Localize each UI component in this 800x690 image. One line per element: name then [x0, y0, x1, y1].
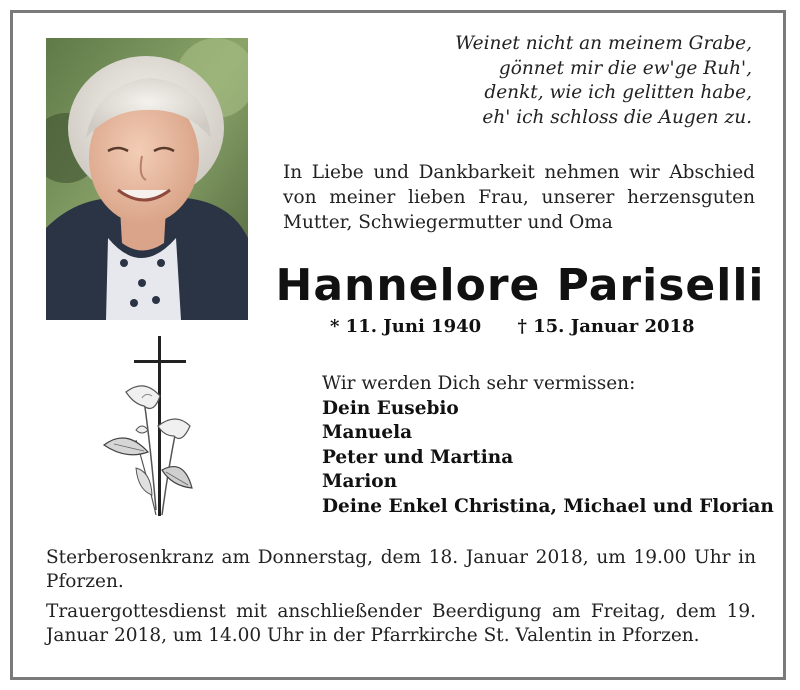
cross-with-calla-lilies-icon: [96, 330, 206, 540]
funeral-notice: Trauergottesdienst mit anschließender Beerdigung am Freitag, dem 19. Januar 2018, um 14.00 Uhr in der Pfarrkirche St. Valentin in Pforzen.: [46, 601, 756, 646]
poem-line: gönnet mir die ew'ge Ruh',: [498, 57, 752, 79]
poem-line: eh' ich schloss die Augen zu.: [482, 106, 752, 128]
death-date: † 15. Januar 2018: [517, 316, 695, 337]
poem-line: Weinet nicht an meinem Grabe,: [455, 33, 752, 54]
intro-text: In Liebe und Dankbarkeit nehmen wir Abschied von meiner lieben Frau, unserer herzensguten Mutter, Schwiegermutter und Oma: [283, 162, 755, 233]
life-dates: [330, 316, 730, 337]
mourners-list: [322, 372, 774, 519]
mourner-name: Peter und Martina: [322, 446, 514, 468]
mourner-name: Manuela: [322, 422, 413, 443]
poem: [400, 32, 752, 130]
mourners-lead: Wir werden Dich sehr vermissen:: [322, 373, 636, 394]
birth-date: * 11. Juni 1940: [330, 316, 482, 337]
rosary-notice: Sterberosenkranz am Donnerstag, dem 18. Januar 2018, um 19.00 Uhr in Pforzen.: [46, 547, 756, 592]
mourner-name: Deine Enkel Christina, Michael und Florian: [322, 495, 774, 517]
poem-line: denkt, wie ich gelitten habe,: [484, 82, 752, 103]
mourner-name: Dein Eusebio: [322, 397, 459, 419]
deceased-name: Hannelore Pariselli: [275, 260, 765, 311]
portrait-photo: [46, 38, 248, 320]
mourner-name: Marion: [322, 471, 398, 492]
